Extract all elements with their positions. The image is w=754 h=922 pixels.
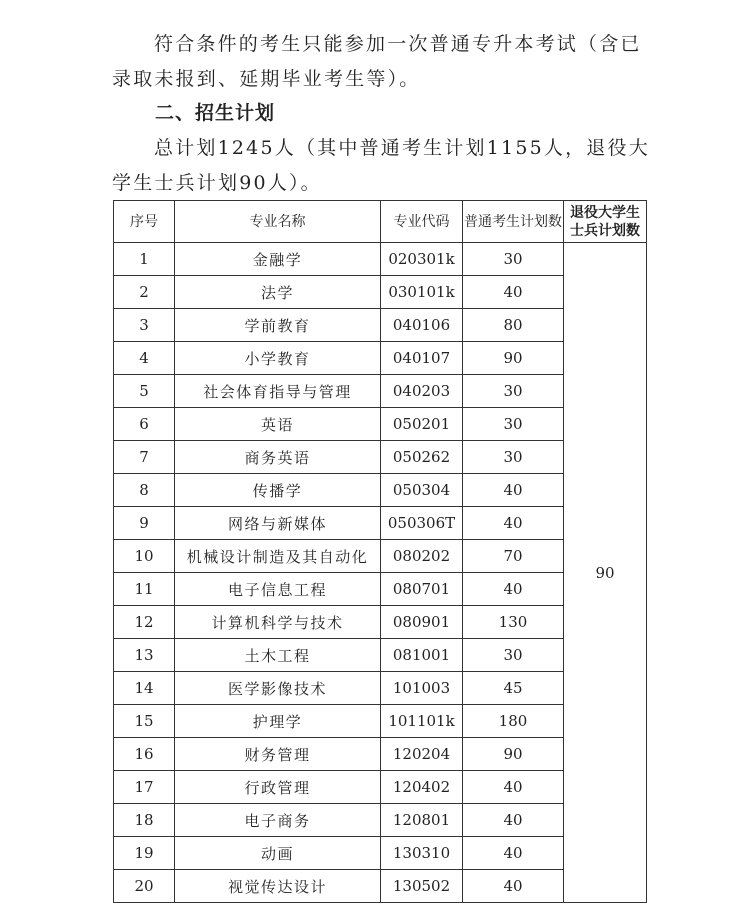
cell-major-name: 社会体育指导与管理 (175, 375, 381, 408)
cell-major-code: 080202 (381, 540, 463, 573)
cell-major-code: 120204 (381, 738, 463, 771)
table-header-row (114, 201, 647, 243)
cell-major-code: 050262 (381, 441, 463, 474)
cell-major-code: 050304 (381, 474, 463, 507)
cell-major-name: 护理学 (175, 705, 381, 738)
cell-regular-plan: 30 (463, 408, 564, 441)
cell-index: 2 (114, 276, 175, 309)
cell-index: 1 (114, 243, 175, 276)
cell-index: 16 (114, 738, 175, 771)
cell-index: 13 (114, 639, 175, 672)
cell-major-name: 电子信息工程 (175, 573, 381, 606)
cell-index: 11 (114, 573, 175, 606)
header-major-name: 专业名称 (175, 201, 381, 243)
table-body (114, 243, 647, 903)
cell-major-code: 120801 (381, 804, 463, 837)
cell-major-name: 法学 (175, 276, 381, 309)
cell-major-name: 金融学 (175, 243, 381, 276)
total-plan-paragraph (112, 131, 652, 201)
cell-major-name: 商务英语 (175, 441, 381, 474)
cell-index: 6 (114, 408, 175, 441)
enrollment-plan-table (113, 200, 647, 903)
cell-major-name: 财务管理 (175, 738, 381, 771)
intro-paragraph (112, 27, 652, 97)
cell-index: 9 (114, 507, 175, 540)
cell-major-name: 小学教育 (175, 342, 381, 375)
cell-major-code: 040203 (381, 375, 463, 408)
cell-regular-plan: 40 (463, 474, 564, 507)
cell-major-name: 英语 (175, 408, 381, 441)
cell-index: 18 (114, 804, 175, 837)
cell-major-code: 030101k (381, 276, 463, 309)
cell-index: 10 (114, 540, 175, 573)
cell-index: 14 (114, 672, 175, 705)
cell-major-code: 130310 (381, 837, 463, 870)
cell-major-code: 050306T (381, 507, 463, 540)
cell-index: 20 (114, 870, 175, 903)
cell-regular-plan: 40 (463, 507, 564, 540)
cell-regular-plan: 30 (463, 243, 564, 276)
cell-major-code: 080701 (381, 573, 463, 606)
header-veteran-plan: 退役大学生士兵计划数 (564, 201, 647, 243)
cell-regular-plan: 70 (463, 540, 564, 573)
cell-major-code: 040106 (381, 309, 463, 342)
cell-major-name: 电子商务 (175, 804, 381, 837)
cell-regular-plan: 30 (463, 441, 564, 474)
cell-index: 4 (114, 342, 175, 375)
cell-regular-plan: 80 (463, 309, 564, 342)
cell-index: 8 (114, 474, 175, 507)
cell-index: 19 (114, 837, 175, 870)
cell-regular-plan: 180 (463, 705, 564, 738)
cell-regular-plan: 40 (463, 771, 564, 804)
cell-regular-plan: 45 (463, 672, 564, 705)
cell-major-name: 视觉传达设计 (175, 870, 381, 903)
total-plan-text: 总计划1245人（其中普通考生计划1155人，退役大学生士兵计划90人）。 (112, 137, 650, 194)
cell-major-code: 101003 (381, 672, 463, 705)
cell-regular-plan: 90 (463, 738, 564, 771)
cell-major-name: 机械设计制造及其自动化 (175, 540, 381, 573)
cell-major-code: 020301k (381, 243, 463, 276)
cell-index: 5 (114, 375, 175, 408)
cell-major-name: 计算机科学与技术 (175, 606, 381, 639)
cell-major-name: 医学影像技术 (175, 672, 381, 705)
cell-index: 15 (114, 705, 175, 738)
cell-regular-plan: 30 (463, 639, 564, 672)
header-major-code: 专业代码 (381, 201, 463, 243)
table-row (114, 243, 647, 276)
intro-paragraph-text: 符合条件的考生只能参加一次普通专升本考试（含已录取未报到、延期毕业考生等）。 (112, 33, 642, 90)
cell-major-name: 网络与新媒体 (175, 507, 381, 540)
header-index: 序号 (114, 201, 175, 243)
cell-regular-plan: 40 (463, 276, 564, 309)
cell-major-name: 传播学 (175, 474, 381, 507)
cell-regular-plan: 40 (463, 837, 564, 870)
cell-veteran-total: 90 (564, 243, 647, 903)
cell-index: 7 (114, 441, 175, 474)
cell-index: 3 (114, 309, 175, 342)
cell-major-code: 130502 (381, 870, 463, 903)
cell-index: 12 (114, 606, 175, 639)
cell-index: 17 (114, 771, 175, 804)
cell-regular-plan: 30 (463, 375, 564, 408)
cell-major-code: 040107 (381, 342, 463, 375)
cell-regular-plan: 40 (463, 804, 564, 837)
cell-major-name: 行政管理 (175, 771, 381, 804)
cell-major-name: 动画 (175, 837, 381, 870)
cell-regular-plan: 90 (463, 342, 564, 375)
cell-regular-plan: 40 (463, 573, 564, 606)
cell-regular-plan: 130 (463, 606, 564, 639)
cell-major-name: 土木工程 (175, 639, 381, 672)
cell-major-code: 080901 (381, 606, 463, 639)
section-heading: 二、招生计划 (155, 102, 276, 124)
cell-regular-plan: 40 (463, 870, 564, 903)
cell-major-code: 081001 (381, 639, 463, 672)
header-regular-plan: 普通考生计划数 (463, 201, 564, 243)
cell-major-code: 050201 (381, 408, 463, 441)
cell-major-code: 120402 (381, 771, 463, 804)
cell-major-name: 学前教育 (175, 309, 381, 342)
cell-major-code: 101101k (381, 705, 463, 738)
